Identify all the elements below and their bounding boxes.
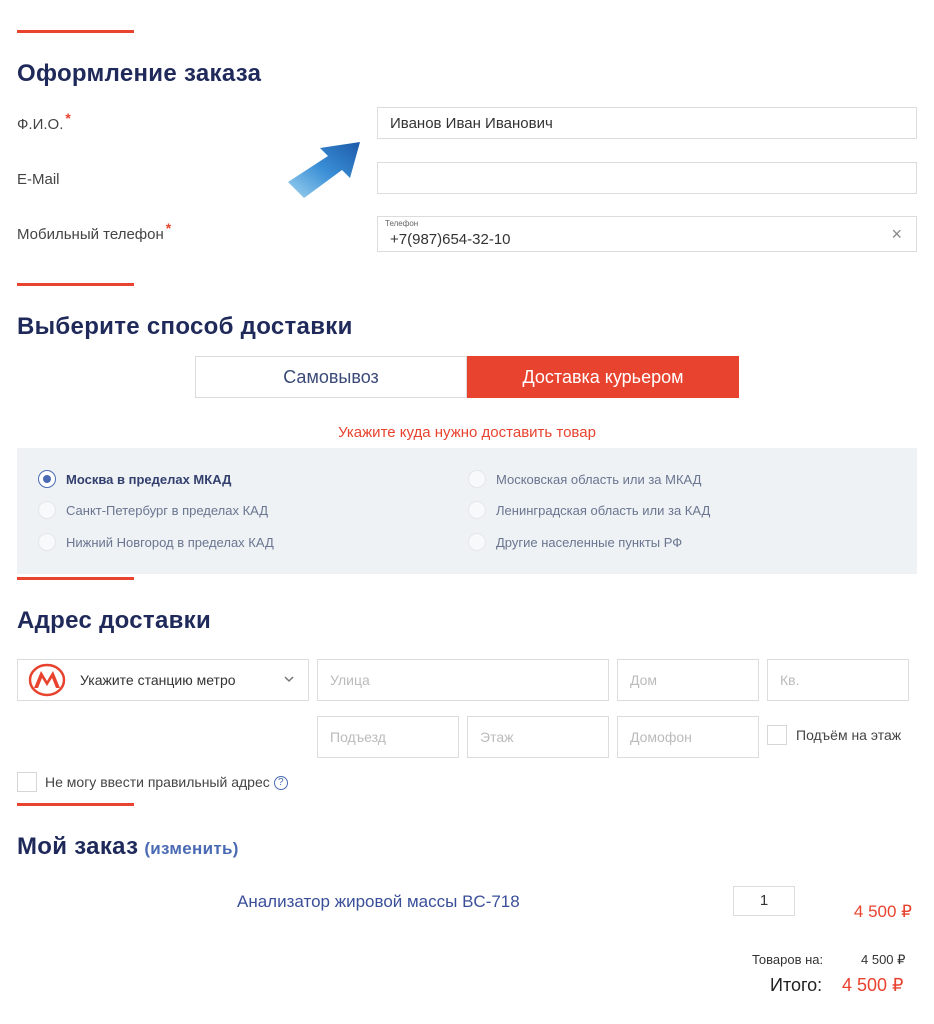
- phone-field-value: +7(987)654-32-10: [390, 231, 511, 248]
- email-label: E-Mail: [17, 171, 60, 188]
- clear-icon[interactable]: ×: [891, 224, 902, 244]
- required-mark: *: [165, 220, 172, 236]
- delivery-title: Выберите способ доставки: [17, 313, 353, 340]
- section-divider: [17, 577, 134, 580]
- cart-title-text: Мой заказ: [17, 833, 139, 860]
- intercom-input[interactable]: [617, 716, 759, 758]
- total-label: Итого:: [770, 975, 823, 995]
- help-icon[interactable]: ?: [274, 776, 288, 790]
- house-placeholder: Дом: [630, 672, 658, 688]
- address-title: Адрес доставки: [17, 607, 212, 634]
- cart-title: [17, 833, 239, 861]
- intercom-placeholder: Домофон: [630, 729, 692, 745]
- region-selector: [17, 448, 917, 574]
- metro-select[interactable]: [17, 659, 309, 701]
- name-label: [17, 110, 71, 133]
- region-label: Ленинградская область или за КАД: [496, 502, 711, 518]
- total-value: 4 500 ₽: [842, 975, 904, 995]
- delivery-hint: Укажите куда нужно доставить товар: [338, 424, 596, 441]
- region-radio-lo[interactable]: [468, 501, 710, 519]
- required-mark: *: [65, 110, 71, 126]
- name-field[interactable]: [377, 107, 917, 139]
- region-radio-mo[interactable]: [468, 470, 701, 488]
- phone-field[interactable]: [377, 216, 917, 252]
- name-field-value: Иванов Иван Иванович: [390, 114, 553, 132]
- lift-label: Подъём на этаж: [796, 727, 902, 743]
- region-label: Другие населенные пункты РФ: [496, 534, 683, 550]
- radio-icon: [468, 470, 486, 488]
- quantity-input[interactable]: 1: [733, 886, 795, 916]
- radio-selected-icon: [38, 470, 56, 488]
- radio-icon: [468, 501, 486, 519]
- section-divider: [17, 283, 134, 286]
- region-radio-other[interactable]: [468, 533, 682, 551]
- street-placeholder: Улица: [330, 672, 370, 688]
- cant-enter-label: [45, 774, 288, 790]
- goods-value: 4 500 ₽: [861, 952, 906, 967]
- metro-logo-icon: [28, 663, 66, 697]
- edit-order-link[interactable]: (изменить): [144, 839, 239, 858]
- phone-floating-label: Телефон: [385, 219, 419, 228]
- chevron-down-icon: [282, 672, 296, 686]
- region-label: Санкт-Петербург в пределах КАД: [66, 502, 269, 518]
- name-label-text: Ф.И.О.: [17, 116, 64, 133]
- apartment-input[interactable]: [767, 659, 909, 701]
- region-radio-moscow[interactable]: [38, 470, 231, 488]
- radio-icon: [38, 533, 56, 551]
- cant-enter-text: Не могу ввести правильный адрес: [45, 774, 270, 790]
- phone-label: [17, 220, 172, 243]
- entrance-input[interactable]: [317, 716, 459, 758]
- product-name-link[interactable]: Анализатор жировой массы BC-718: [237, 892, 520, 911]
- floor-input[interactable]: [467, 716, 609, 758]
- section-divider: [17, 30, 134, 33]
- pickup-tab[interactable]: Самовывоз: [195, 356, 467, 398]
- lift-checkbox[interactable]: [767, 725, 787, 745]
- street-input[interactable]: [317, 659, 609, 701]
- email-field[interactable]: [377, 162, 917, 194]
- radio-icon: [38, 501, 56, 519]
- floor-placeholder: Этаж: [480, 729, 514, 745]
- radio-icon: [468, 533, 486, 551]
- pointer-arrow-icon: [284, 138, 362, 200]
- region-label: Московская область или за МКАД: [496, 471, 702, 487]
- cant-enter-checkbox[interactable]: [17, 772, 37, 792]
- region-radio-spb[interactable]: [38, 501, 268, 519]
- courier-tab[interactable]: Доставка курьером: [467, 356, 739, 398]
- region-radio-nn[interactable]: [38, 533, 274, 551]
- entrance-placeholder: Подъезд: [330, 729, 386, 745]
- section-divider: [17, 803, 134, 806]
- phone-label-text: Мобильный телефон: [17, 226, 164, 243]
- goods-label: Товаров на:: [752, 952, 824, 967]
- apartment-placeholder: Кв.: [780, 672, 800, 688]
- order-title: Оформление заказа: [17, 60, 262, 87]
- metro-placeholder: Укажите станцию метро: [80, 672, 236, 688]
- region-label: Нижний Новгород в пределах КАД: [66, 534, 274, 550]
- house-input[interactable]: [617, 659, 759, 701]
- region-label: Москва в пределах МКАД: [66, 471, 232, 487]
- product-price: 4 500 ₽: [853, 902, 912, 921]
